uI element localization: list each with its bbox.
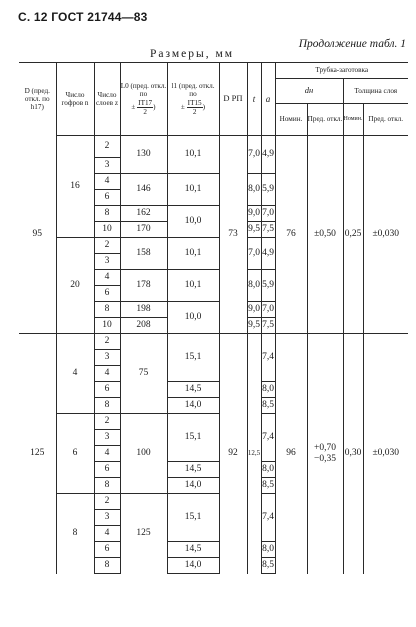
cell-z: 4 bbox=[94, 270, 120, 286]
cell-a: 5,9 bbox=[261, 174, 275, 206]
dimensions-label: Размеры, мм bbox=[149, 48, 235, 60]
l0-frac-num: IT17 bbox=[138, 98, 153, 107]
cell-l1: 14,5 bbox=[167, 462, 219, 478]
cell-l1: 10,0 bbox=[167, 206, 219, 238]
col-header-z: Число слоев z bbox=[94, 63, 120, 136]
l0-frac-den: 2 bbox=[143, 107, 147, 116]
cell-dn-96: 96 bbox=[275, 334, 307, 574]
cell-z: 3 bbox=[94, 510, 120, 526]
cell-l1: 10,1 bbox=[167, 238, 219, 270]
l0-fraction bbox=[137, 99, 153, 116]
table-continuation-label: Продолжение табл. 1 bbox=[298, 38, 406, 50]
col-header-D: D (пред. откл. по h17) bbox=[19, 63, 56, 136]
cell-n-20: 20 bbox=[56, 238, 94, 334]
cell-L0: 178 bbox=[120, 270, 167, 302]
cell-z: 2 bbox=[94, 136, 120, 158]
cell-z: 2 bbox=[94, 494, 120, 510]
cell-a: 8,0 bbox=[261, 542, 275, 558]
col-header-l1: l1 (пред. откл. по ± $\frac{IT15}{2}$ ) bbox=[167, 63, 219, 136]
cell-z: 3 bbox=[94, 430, 120, 446]
cell-t: 9,0 bbox=[247, 206, 261, 222]
cell-z: 6 bbox=[94, 190, 120, 206]
cell-l1: 14,0 bbox=[167, 478, 219, 494]
cell-z: 4 bbox=[94, 526, 120, 542]
table-row bbox=[19, 334, 408, 350]
cell-z: 4 bbox=[94, 446, 120, 462]
cell-z: 8 bbox=[94, 558, 120, 574]
l0-pm: ± bbox=[131, 102, 136, 111]
cell-a: 7,4 bbox=[261, 414, 275, 462]
cell-z: 3 bbox=[94, 254, 120, 270]
dimensions-table bbox=[19, 62, 408, 574]
col-header-thick: Толщина слоя bbox=[343, 79, 408, 104]
cell-Drp-92: 92 bbox=[219, 334, 247, 574]
cell-z: 8 bbox=[94, 398, 120, 414]
cell-z: 6 bbox=[94, 542, 120, 558]
cell-a: 4,9 bbox=[261, 238, 275, 270]
cell-z: 4 bbox=[94, 174, 120, 190]
cell-L0: 162 bbox=[120, 206, 167, 222]
l0-head: L0 (пред. откл. по bbox=[120, 82, 167, 99]
cell-z: 6 bbox=[94, 462, 120, 478]
cell-L0: 125 bbox=[120, 494, 167, 574]
cell-n-8: 8 bbox=[56, 494, 94, 574]
table-row bbox=[19, 136, 408, 158]
cell-a: 5,9 bbox=[261, 270, 275, 302]
cell-l1: 14,0 bbox=[167, 398, 219, 414]
cell-t: 7,0 bbox=[247, 238, 261, 270]
cell-z: 6 bbox=[94, 382, 120, 398]
cell-a: 4,9 bbox=[261, 136, 275, 174]
cell-l1: 10,0 bbox=[167, 302, 219, 334]
cell-D-95: 95 bbox=[32, 228, 42, 239]
cell-dn-76: 76 bbox=[275, 136, 307, 334]
cell-L0: 75 bbox=[120, 334, 167, 414]
cell-a: 7,0 bbox=[261, 302, 275, 318]
col-header-L0: L0 (пред. откл. по ± $\frac{IT17}{2}$ ) bbox=[120, 63, 167, 136]
cell-a: 7,4 bbox=[261, 334, 275, 382]
cell-z: 2 bbox=[94, 414, 120, 430]
cell-a: 7,5 bbox=[261, 222, 275, 238]
dn-pred-minus: −0,35 bbox=[314, 453, 336, 464]
cell-t: 9,0 bbox=[247, 302, 261, 318]
cell-L0: 170 bbox=[120, 222, 167, 238]
cell-z: 4 bbox=[94, 366, 120, 382]
cell-z: 2 bbox=[94, 334, 120, 350]
col-header-s-nom: Номин. bbox=[343, 104, 363, 136]
cell-a: 8,5 bbox=[261, 478, 275, 494]
cell-L0: 208 bbox=[120, 318, 167, 334]
col-header-dn-pred: Пред. откл. bbox=[307, 104, 343, 136]
cell-a: 7,4 bbox=[261, 494, 275, 542]
l1-pm: ± bbox=[180, 102, 185, 111]
cell-l1: 15,1 bbox=[167, 494, 219, 542]
cell-l1: 10,1 bbox=[167, 136, 219, 174]
l1-frac-den: 2 bbox=[192, 107, 197, 116]
col-header-dn-nom: Номин. bbox=[275, 104, 307, 136]
cell-l1: 15,1 bbox=[167, 414, 219, 462]
cell-z: 10 bbox=[94, 318, 120, 334]
cell-t: 9,5 bbox=[247, 318, 261, 334]
cell-s-pred-2: ±0,030 bbox=[363, 334, 408, 574]
cell-l1: 10,1 bbox=[167, 174, 219, 206]
cell-s-030: 0,30 bbox=[343, 334, 363, 574]
cell-s-025: 0,25 bbox=[343, 136, 363, 334]
cell-l1: 14,5 bbox=[167, 542, 219, 558]
col-header-s-pred: Пред. откл. bbox=[363, 104, 408, 136]
cell-dn-pred-2 bbox=[307, 334, 343, 574]
col-header-dn: dн bbox=[275, 79, 343, 104]
cell-z: 2 bbox=[94, 238, 120, 254]
page-header-left: С. 12 ГОСТ 21744—83 bbox=[18, 10, 148, 24]
col-header-t: t bbox=[247, 63, 261, 136]
dn-pred-plus: +0,70 bbox=[314, 443, 336, 454]
cell-z: 8 bbox=[94, 302, 120, 318]
cell-l1: 15,1 bbox=[167, 334, 219, 382]
cell-dn-pred-1: ±0,50 bbox=[307, 136, 343, 334]
cell-t: 9,5 bbox=[247, 222, 261, 238]
cell-t: 8,0 bbox=[247, 270, 261, 302]
col-header-a: a bbox=[261, 63, 275, 136]
cell-z: 8 bbox=[94, 206, 120, 222]
cell-a: 7,0 bbox=[261, 206, 275, 222]
col-header-gofr: Число гофров n bbox=[56, 63, 94, 136]
cell-n-6: 6 bbox=[56, 414, 94, 494]
cell-t-125: 12,5 bbox=[247, 334, 261, 574]
cell-Drp-73: 73 bbox=[219, 136, 247, 334]
cell-L0: 130 bbox=[120, 136, 167, 174]
l1-head: l1 (пред. откл. по bbox=[171, 82, 215, 99]
cell-a: 7,5 bbox=[261, 318, 275, 334]
cell-n-16: 16 bbox=[56, 136, 94, 238]
cell-l1: 14,0 bbox=[167, 558, 219, 574]
cell-z: 6 bbox=[94, 286, 120, 302]
col-header-tube: Трубка-заготовка bbox=[275, 63, 408, 79]
col-header-Drp: D РП bbox=[219, 63, 247, 136]
cell-z: 3 bbox=[94, 158, 120, 174]
cell-a: 8,0 bbox=[261, 382, 275, 398]
cell-z: 8 bbox=[94, 478, 120, 494]
cell-s-pred-1: ±0,030 bbox=[363, 136, 408, 334]
cell-D-125: 125 bbox=[19, 334, 56, 574]
cell-a: 8,5 bbox=[261, 558, 275, 574]
cell-a: 8,5 bbox=[261, 398, 275, 414]
cell-L0: 146 bbox=[120, 174, 167, 206]
l1-frac-num: IT15 bbox=[187, 98, 202, 107]
cell-L0: 100 bbox=[120, 414, 167, 494]
cell-l1: 14,5 bbox=[167, 382, 219, 398]
cell-l1: 10,1 bbox=[167, 270, 219, 302]
cell-z: 10 bbox=[94, 222, 120, 238]
cell-t: 7,0 bbox=[247, 136, 261, 174]
cell-n-4: 4 bbox=[56, 334, 94, 414]
cell-L0: 198 bbox=[120, 302, 167, 318]
cell-L0: 158 bbox=[120, 238, 167, 270]
cell-z: 3 bbox=[94, 350, 120, 366]
cell-a: 8,0 bbox=[261, 462, 275, 478]
cell-t: 8,0 bbox=[247, 174, 261, 206]
l1-fraction bbox=[187, 99, 203, 116]
